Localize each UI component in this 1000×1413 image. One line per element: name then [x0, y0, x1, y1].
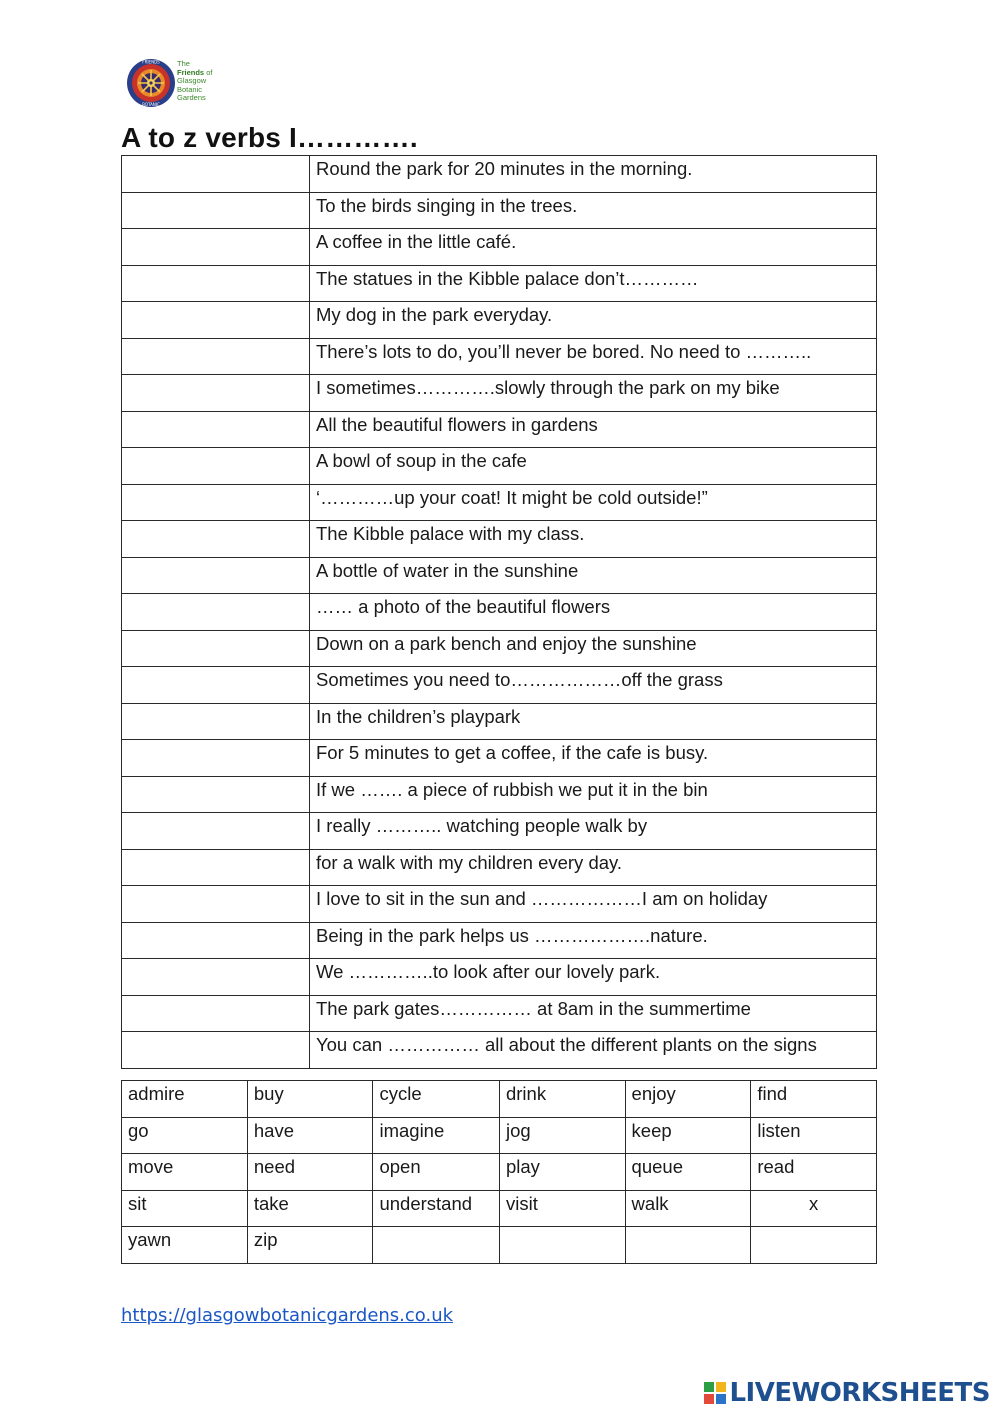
sentence-text: Being in the park helps us ……………….nature. [310, 922, 877, 959]
sentence-row [122, 959, 877, 996]
sentence-text: A bottle of water in the sunshine [310, 557, 877, 594]
sentence-text: All the beautiful flowers in gardens [310, 411, 877, 448]
word-bank-cell: understand [373, 1190, 500, 1227]
sentence-text: The statues in the Kibble palace don’t………… [310, 265, 877, 302]
word-bank-table [121, 1080, 877, 1264]
sentence-text: Down on a park bench and enjoy the sunshine [310, 630, 877, 667]
word-bank-cell: move [122, 1154, 248, 1191]
sentence-text: Sometimes you need to………………off the grass [310, 667, 877, 704]
sentence-text: The park gates…………… at 8am in the summertime [310, 995, 877, 1032]
sentence-row [122, 156, 877, 193]
answer-cell[interactable] [122, 886, 310, 923]
sentence-row [122, 813, 877, 850]
answer-cell[interactable] [122, 375, 310, 412]
svg-text:FRIENDS: FRIENDS [142, 59, 160, 65]
sentence-row [122, 667, 877, 704]
answer-cell[interactable] [122, 740, 310, 777]
word-bank-cell: keep [625, 1117, 751, 1154]
sentence-row [122, 265, 877, 302]
sentence-text: A coffee in the little café. [310, 229, 877, 266]
sentence-text: My dog in the park everyday. [310, 302, 877, 339]
brand-name: LIVEWORKSHEETS [729, 1378, 990, 1408]
sentence-text: I love to sit in the sun and ………………I am on holiday [310, 886, 877, 923]
word-bank-cell: jog [499, 1117, 625, 1154]
sentence-text: In the children’s playpark [310, 703, 877, 740]
word-bank-cell: visit [499, 1190, 625, 1227]
sentence-row [122, 776, 877, 813]
answer-cell[interactable] [122, 630, 310, 667]
answer-cell[interactable] [122, 302, 310, 339]
word-bank-cell: open [373, 1154, 500, 1191]
sentence-row [122, 849, 877, 886]
sentence-text: We …………..to look after our lovely park. [310, 959, 877, 996]
word-bank-cell [625, 1227, 751, 1264]
sentence-text: ‘…………up your coat! It might be cold outside!” [310, 484, 877, 521]
sentence-row [122, 740, 877, 777]
answer-cell[interactable] [122, 959, 310, 996]
sentence-row [122, 375, 877, 412]
answer-cell[interactable] [122, 265, 310, 302]
answer-cell[interactable] [122, 229, 310, 266]
liveworksheets-brand [704, 1378, 990, 1408]
answer-cell[interactable] [122, 338, 310, 375]
word-bank-cell: imagine [373, 1117, 500, 1154]
sentence-row [122, 995, 877, 1032]
word-bank-cell [373, 1227, 500, 1264]
sentence-row [122, 594, 877, 631]
answer-cell[interactable] [122, 594, 310, 631]
website-link[interactable]: https://glasgowbotanicgardens.co.uk [121, 1305, 454, 1326]
sentence-row [122, 484, 877, 521]
sentence-text: A bowl of soup in the cafe [310, 448, 877, 485]
sentence-row [122, 192, 877, 229]
sentence-text: You can …………… all about the different plants on the signs [310, 1032, 877, 1069]
answer-cell[interactable] [122, 521, 310, 558]
sentence-text: The Kibble palace with my class. [310, 521, 877, 558]
answer-cell[interactable] [122, 995, 310, 1032]
word-bank-cell: queue [625, 1154, 751, 1191]
answer-cell[interactable] [122, 667, 310, 704]
botanic-badge-icon [126, 58, 176, 108]
word-bank-row [122, 1190, 877, 1227]
answer-cell[interactable] [122, 922, 310, 959]
sentence-table [121, 155, 877, 1069]
word-bank-cell: x [751, 1190, 877, 1227]
word-bank-cell: zip [247, 1227, 373, 1264]
word-bank-cell: take [247, 1190, 373, 1227]
sentence-text: I sometimes………….slowly through the park on my bike [310, 375, 877, 412]
word-bank-cell: walk [625, 1190, 751, 1227]
friends-logo [126, 58, 226, 112]
sentence-row [122, 630, 877, 667]
logo-text: The Friends of Glasgow Botanic Gardens [177, 59, 213, 103]
liveworksheets-logo-icon [704, 1382, 726, 1404]
word-bank-cell [499, 1227, 625, 1264]
answer-cell[interactable] [122, 484, 310, 521]
sentence-row [122, 302, 877, 339]
word-bank-row [122, 1154, 877, 1191]
sentence-text: There’s lots to do, you’ll never be bored. No need to ……….. [310, 338, 877, 375]
answer-cell[interactable] [122, 1032, 310, 1069]
sentence-text: To the birds singing in the trees. [310, 192, 877, 229]
sentence-row [122, 886, 877, 923]
sentence-row [122, 557, 877, 594]
answer-cell[interactable] [122, 411, 310, 448]
word-bank-cell: buy [247, 1081, 373, 1118]
word-bank-cell: need [247, 1154, 373, 1191]
sentence-row [122, 338, 877, 375]
answer-cell[interactable] [122, 448, 310, 485]
word-bank-cell: sit [122, 1190, 248, 1227]
sentence-text: If we ……. a piece of rubbish we put it in the bin [310, 776, 877, 813]
word-bank-row [122, 1081, 877, 1118]
word-bank-row [122, 1117, 877, 1154]
sentence-text: Round the park for 20 minutes in the morning. [310, 156, 877, 193]
svg-text:BOTANIC: BOTANIC [142, 102, 160, 107]
word-bank-cell: cycle [373, 1081, 500, 1118]
page-title: A to z verbs I…………. [121, 122, 418, 153]
word-bank-cell: find [751, 1081, 877, 1118]
sentence-row [122, 703, 877, 740]
answer-cell[interactable] [122, 557, 310, 594]
sentence-text: For 5 minutes to get a coffee, if the cafe is busy. [310, 740, 877, 777]
answer-cell[interactable] [122, 156, 310, 193]
sentence-row [122, 229, 877, 266]
word-bank-cell: have [247, 1117, 373, 1154]
word-bank-cell: admire [122, 1081, 248, 1118]
word-bank-cell: play [499, 1154, 625, 1191]
answer-cell[interactable] [122, 849, 310, 886]
sentence-text: I really ……….. watching people walk by [310, 813, 877, 850]
sentence-row [122, 448, 877, 485]
word-bank-cell: yawn [122, 1227, 248, 1264]
word-bank-cell: go [122, 1117, 248, 1154]
sentence-text: for a walk with my children every day. [310, 849, 877, 886]
sentence-row [122, 521, 877, 558]
answer-cell[interactable] [122, 776, 310, 813]
word-bank-cell: read [751, 1154, 877, 1191]
sentence-row [122, 1032, 877, 1069]
word-bank-cell: enjoy [625, 1081, 751, 1118]
answer-cell[interactable] [122, 813, 310, 850]
sentence-row [122, 922, 877, 959]
word-bank-cell: drink [499, 1081, 625, 1118]
answer-cell[interactable] [122, 703, 310, 740]
word-bank-row [122, 1227, 877, 1264]
sentence-row [122, 411, 877, 448]
answer-cell[interactable] [122, 192, 310, 229]
sentence-text: …… a photo of the beautiful flowers [310, 594, 877, 631]
word-bank-cell [751, 1227, 877, 1264]
word-bank-cell: listen [751, 1117, 877, 1154]
